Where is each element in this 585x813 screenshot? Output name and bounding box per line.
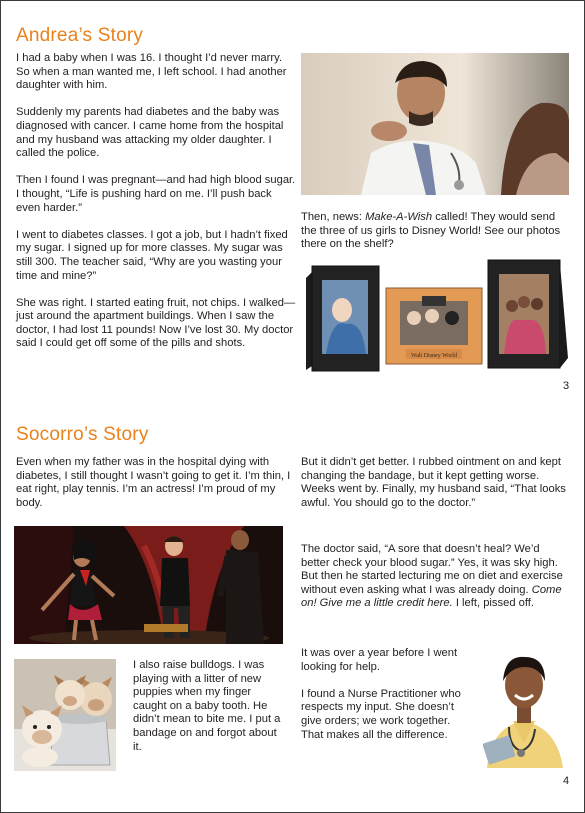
andrea-para-2: Suddenly my parents had diabetes and the baby was diagnosed with cancer. I came home from the hospital and my husband was attacking my older daughter. I called the police. <box>16 106 284 160</box>
andrea-story-title: Andrea’s Story <box>16 25 144 46</box>
para3-part-1: The doctor said, “A sore that doesn’t heal? We’d better check your blood sugar.” Yes, it was sky high. But then he started lecturing me on diet and exercise without even asking what I was already doing. <box>301 543 563 596</box>
socorro-intro <box>16 456 292 510</box>
socorro-right-column <box>301 456 571 510</box>
bulldogs-text: I also raise bulldogs. I was playing with a litter of new puppies when my finger caught on a baby tooth. He didn’t mean to bite me. I put a bandage on and forgot about it. <box>133 659 281 753</box>
bulldogs-photo <box>14 659 116 771</box>
photo-frames-image <box>302 258 570 376</box>
doctor-photo <box>301 53 569 195</box>
para3-part-2: I left, pissed off. <box>452 597 534 610</box>
socorro-para-5: I found a Nurse Practitioner who respects my input. She doesn’t give orders; we work together. That makes all the difference. <box>301 687 461 741</box>
socorro-story-title: Socorro’s Story <box>16 424 149 445</box>
make-a-wish-name: Make-A-Wish <box>365 211 433 223</box>
make-a-wish-caption <box>301 211 567 252</box>
socorro-closing-column <box>301 647 473 742</box>
socorro-para-1: Even when my father was in the hospital dying with diabetes, I still thought I wasn’t going to get it. I’m thin, I eat right, play tennis. I’m an actress! I’m proud of my body. <box>16 456 291 509</box>
caption-part-1: Then, news: <box>301 211 366 223</box>
theater-stage-photo <box>14 526 283 644</box>
socorro-para-4: It was over a year before I went looking for help. <box>301 647 458 673</box>
frame-logo-text: Walt Disney World <box>411 353 457 359</box>
bulldogs-paragraph <box>133 659 283 754</box>
andrea-para-1: I had a baby when I was 16. I thought I’d never marry. So when a man wanted me, I left school. I had another daughter with him. <box>16 52 287 92</box>
page-number-4: 4 <box>563 775 570 787</box>
socorro-para-2: But it didn’t get better. I rubbed ointment on and kept changing the bandage, but it kept getting worse. Weeks went by. Finally, my husband said, “That looks awful. You should go to the doctor.” <box>301 456 566 509</box>
andrea-para-3: Then I found I was pregnant—and had high blood sugar. I thought, “Life is pushing hard on me. I’ll push back even harder.” <box>16 174 296 214</box>
caption-part-2: called! They would send the three of us girls to Disney World! See our photos there on the shelf? <box>301 211 561 251</box>
andrea-para-4: I went to diabetes classes. I got a job, but I hadn’t fixed my sugar. I signed up for more classes. My sugar was still 300. The teacher said, “Why are you wasting your time and mine?” <box>16 228 288 282</box>
nurse-practitioner-photo <box>479 647 569 768</box>
para3-emphasis: Come on! Give me a little credit here. <box>301 583 562 610</box>
page-number-3: 3 <box>563 380 570 392</box>
andrea-story-column <box>16 52 296 351</box>
andrea-para-5: She was right. I started eating fruit, not chips. I walked—just around the apartment buildings. When I saw the doctor, I had lost 11 pounds! Now I’ve lost 30. My doctor said I could get off some of the pills and shots. <box>16 296 296 350</box>
socorro-doctor-paragraph <box>301 543 571 611</box>
